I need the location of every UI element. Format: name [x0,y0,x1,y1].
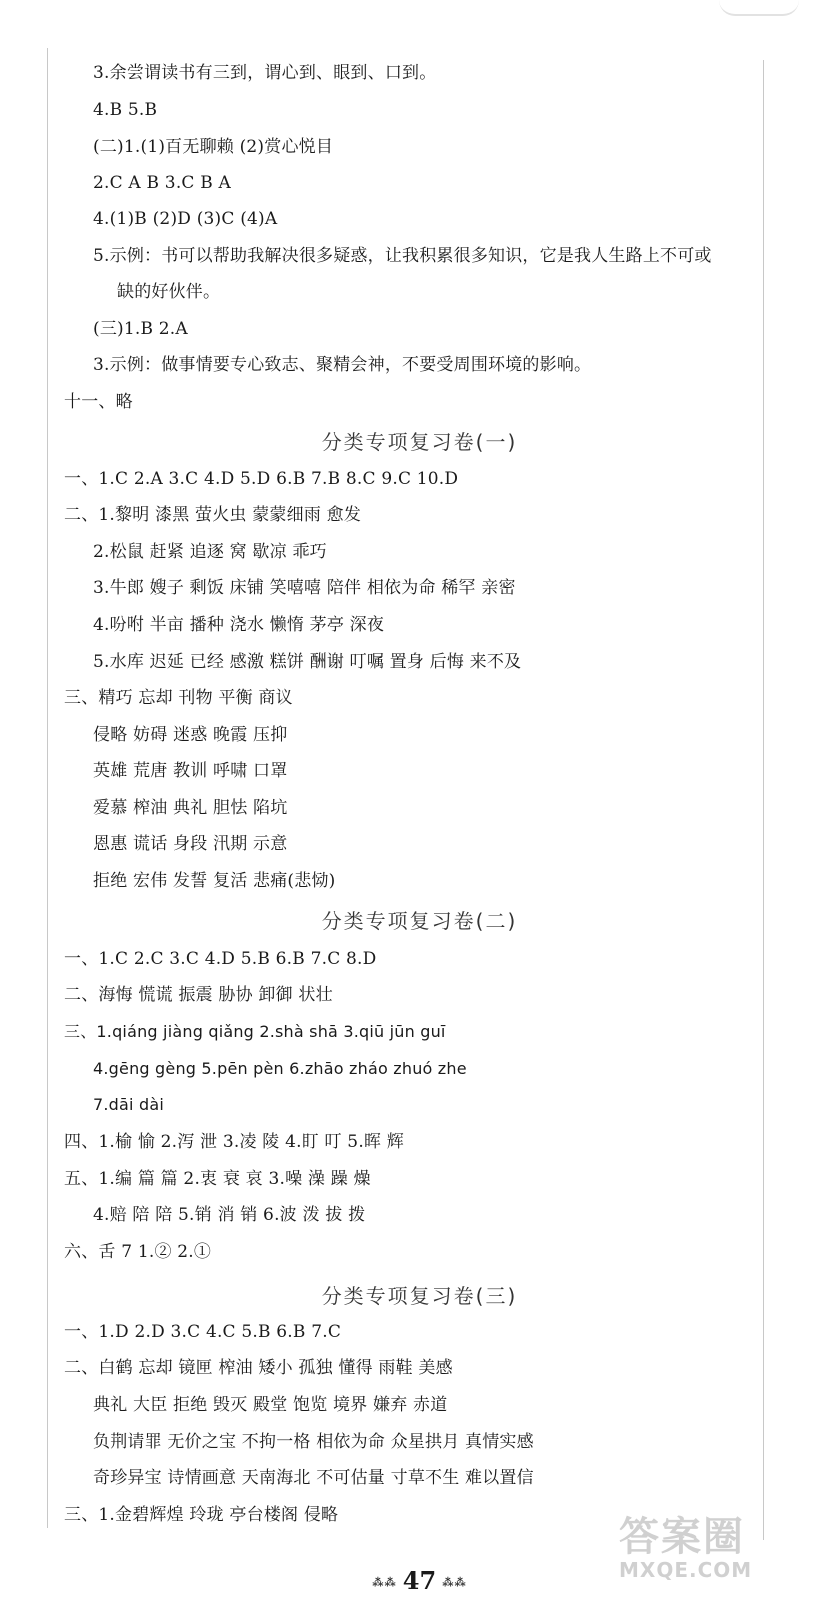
answer-line: 5.水库 迟延 已经 感激 糕饼 酬谢 叮嘱 置身 后悔 来不及 [93,652,522,672]
site-watermark [619,1505,829,1595]
answer-line: 五、1.编 篇 篇 2.衷 衰 哀 3.噪 澡 躁 燥 [64,1169,371,1189]
answer-line: 3.示例：做事情要专心致志、聚精会神，不要受周围环境的影响。 [93,355,592,375]
answer-line: 4.gēng gèng 5.pēn pèn 6.zhāo zháo zhuó zhe [93,1059,467,1078]
section-heading: 分类专项复习卷(二) [321,909,518,933]
watermark-logo-text: 答案圈 [619,1514,745,1560]
answer-line: 3.牛郎 嫂子 剩饭 床铺 笑嘻嘻 陪伴 相依为命 稀罕 亲密 [93,578,516,598]
answer-line: 三、1.金碧辉煌 玲珑 亭台楼阁 侵略 [64,1505,339,1525]
watermark-url: MXQE.COM [619,1558,753,1582]
answer-line: 六、舌 7 1.② 2.① [64,1242,212,1262]
answer-line: (二)1.(1)百无聊赖 (2)赏心悦目 [93,137,334,157]
answer-line: 三、精巧 忘却 刊物 平衡 商议 [64,688,293,708]
answer-line: 4.赔 陪 陪 5.销 消 销 6.波 泼 拔 拨 [93,1205,366,1225]
answer-line: 三、1.qiáng jiàng qiǎng 2.shà shā 3.qiū jūn guī [64,1022,446,1041]
answer-line: 二、1.黎明 漆黑 萤火虫 蒙蒙细雨 愈发 [64,505,362,525]
answer-line: 四、1.榆 愉 2.泻 泄 3.凌 陵 4.盯 叮 5.晖 辉 [64,1132,404,1152]
answer-line: 4.B 5.B [93,100,158,120]
answer-line: 恩惠 谎话 身段 汛期 示意 [93,834,288,854]
answer-line: 3.余尝谓读书有三到，谓心到、眼到、口到。 [93,63,437,83]
answer-line: 一、1.C 2.C 3.C 4.D 5.B 6.B 7.C 8.D [64,949,377,969]
answer-line: 二、白鹤 忘却 镜匣 榨油 矮小 孤独 懂得 雨鞋 美感 [64,1358,453,1378]
answer-line: 侵略 妨碍 迷惑 晚霞 压抑 [93,725,288,745]
answer-line: 7.dāi dài [93,1095,164,1114]
section-heading: 分类专项复习卷(三) [321,1284,518,1308]
answer-line: 4.吩咐 半亩 播种 浇水 懒惰 茅亭 深夜 [93,615,385,635]
answer-line: 缺的好伙伴。 [117,282,221,302]
answer-line: 一、1.C 2.A 3.C 4.D 5.D 6.B 7.B 8.C 9.C 10.D [64,469,459,489]
answer-line: 十一、略 [64,392,133,412]
answer-line: 2.C A B 3.C B A [93,173,232,193]
answer-line: (三)1.B 2.A [93,319,188,339]
right-margin-line [763,60,764,1540]
answer-line: 2.松鼠 赶紧 追逐 窝 歇凉 乖巧 [93,542,327,562]
answer-line: 拒绝 宏伟 发誓 复活 悲痛(悲恸) [93,871,336,891]
answer-line: 奇珍异宝 诗情画意 天南海北 不可估量 寸草不生 难以置信 [93,1468,534,1488]
answer-line: 典礼 大臣 拒绝 毁灭 殿堂 饱览 境界 嫌弃 赤道 [93,1395,448,1415]
answer-line: 英雄 荒唐 教训 呼啸 口罩 [93,761,288,781]
page-corner-curl [719,0,799,16]
answer-line: 4.(1)B (2)D (3)C (4)A [93,209,278,229]
answer-line: 一、1.D 2.D 3.C 4.C 5.B 6.B 7.C [64,1322,342,1342]
answer-line: 5.示例：书可以帮助我解决很多疑惑，让我积累很多知识，它是我人生路上不可或 [93,246,712,266]
answer-line: 负荆请罪 无价之宝 不拘一格 相依为命 众星拱月 真情实感 [93,1432,534,1452]
answer-line: 爱慕 榨油 典礼 胆怯 陷坑 [93,798,288,818]
page-number-text: 47 [402,1566,437,1595]
ornament-right-icon: ⁂⁂ [442,1576,467,1589]
section-heading: 分类专项复习卷(一) [321,430,518,454]
answer-line: 二、海悔 慌谎 振震 胁协 卸御 状壮 [64,985,333,1005]
ornament-left-icon: ⁂⁂ [372,1576,397,1589]
